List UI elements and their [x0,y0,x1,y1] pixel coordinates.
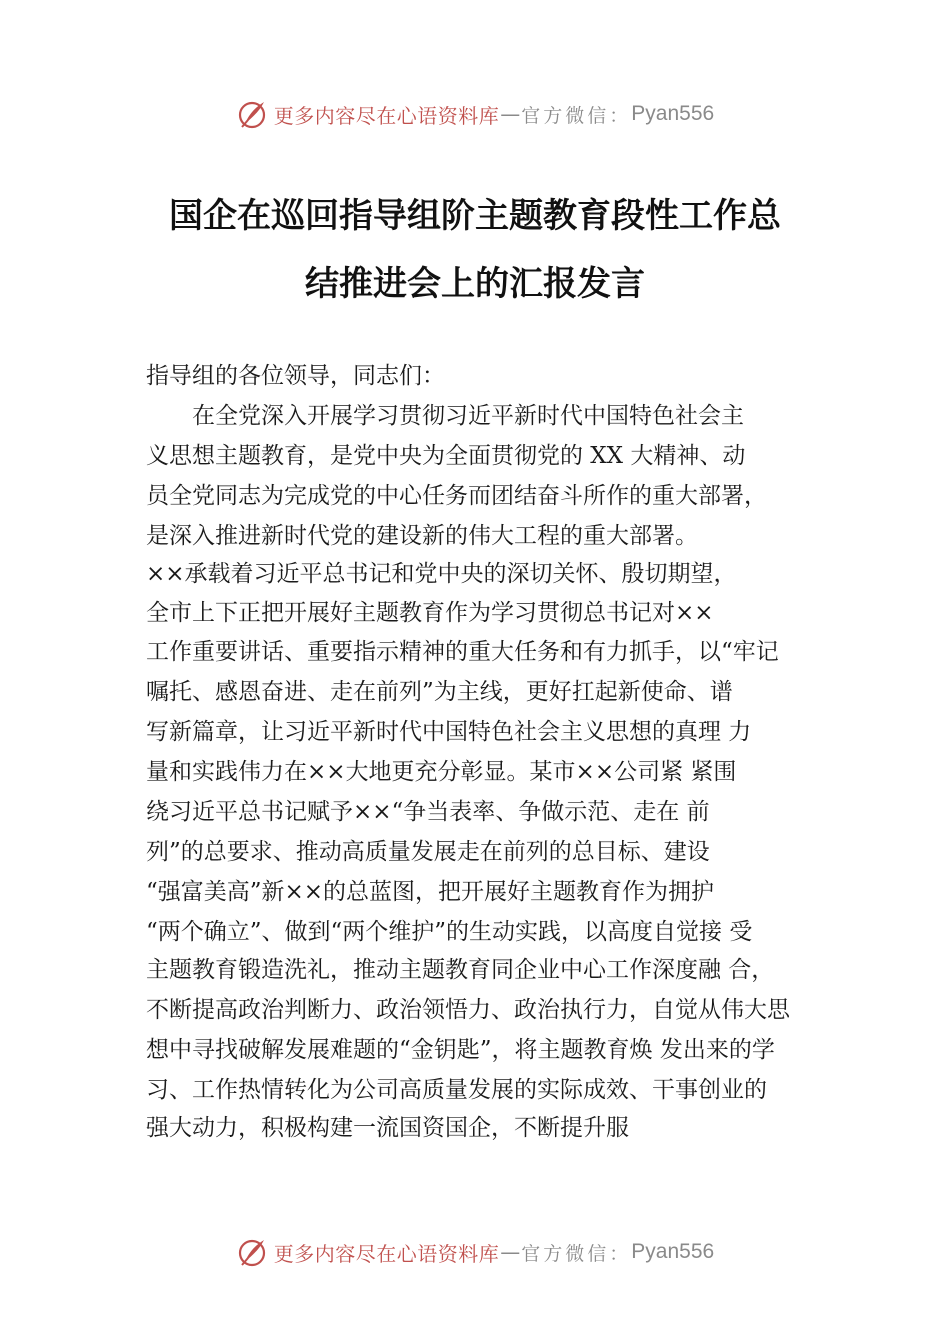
body-line: 强大动力，积极构建一流国资国企，不断提升服 [146,1115,629,1141]
body-line: 全市上下正把开展好主题教育作为学习贯彻总书记对×× [146,600,714,626]
body-line: 主题教育锻造洗礼，推动主题教育同企业中心工作深度融 合， [146,957,775,983]
body-line: 是深入推进新时代党的建设新的伟大工程的重大部署。 [146,523,698,549]
body-line: 嘱托、感恩奋进、走在前列”为主线，更好扛起新使命、谱 [146,679,733,705]
body-line: 量和实践伟力在××大地更充分彰显。某市××公司紧 紧围 [146,759,737,785]
document-title-line-1: 国企在巡回指导组阶主题教育段性工作总 [169,196,781,236]
banner-wechat-id: Pyan556 [631,1240,715,1263]
salutation: 指导组的各位领导，同志们： [146,363,445,389]
body-line: ××承载着习近平总书记和党中央的深切关怀、殷切期望， [146,561,737,587]
document-title-line-2: 结推进会上的汇报发言 [305,264,645,304]
banner-wechat-id: Pyan556 [631,102,715,125]
body-line: 义思想主题教育，是党中央为全面贯彻党的 XX 大精神、动 [146,443,746,469]
body-line: “强富美高”新××的总蓝图，把开展好主题教育作为拥护 [146,879,715,905]
body-line: 习、工作热情转化为公司高质量发展的实际成效、干事创业的 [146,1077,767,1103]
body-line: 写新篇章，让习近平新时代中国特色社会主义思想的真理 力 [146,719,752,745]
body-line: 不断提高政治判断力、政治领悟力、政治执行力，自觉从伟大思 [146,997,790,1023]
header-banner [0,94,950,134]
footer-banner [0,1232,950,1272]
body-line: 工作重要讲话、重要指示精神的重大任务和有力抓手，以“牢记 [146,639,779,665]
banner-text: 更多内容尽在心语资料库 [273,1241,500,1266]
banner-separator: — [500,102,521,126]
body-line: 员全党同志为完成党的中心任务而团结奋斗所作的重大部署， [146,483,767,509]
feather-pen-logo-icon [236,1236,268,1268]
banner-separator: — [500,1240,521,1264]
banner-text: 更多内容尽在心语资料库 [273,103,500,128]
body-line: 想中寻找破解发展难题的“金钥匙”，将主题教育焕 发出来的学 [146,1037,775,1063]
banner-wechat-label: 官方微信： [521,1242,632,1265]
body-line: 在全党深入开展学习贯彻习近平新时代中国特色社会主 [146,403,744,429]
body-line: “两个确立”、做到“两个维护”的生动实践，以高度自觉接 受 [146,919,753,945]
body-line: 绕习近平总书记赋予××“争当表率、争做示范、走在 前 [146,799,710,825]
feather-pen-logo-icon [236,98,268,130]
body-line: 列”的总要求、推动高质量发展走在前列的总目标、建设 [146,839,710,865]
banner-wechat-label: 官方微信： [521,104,632,127]
